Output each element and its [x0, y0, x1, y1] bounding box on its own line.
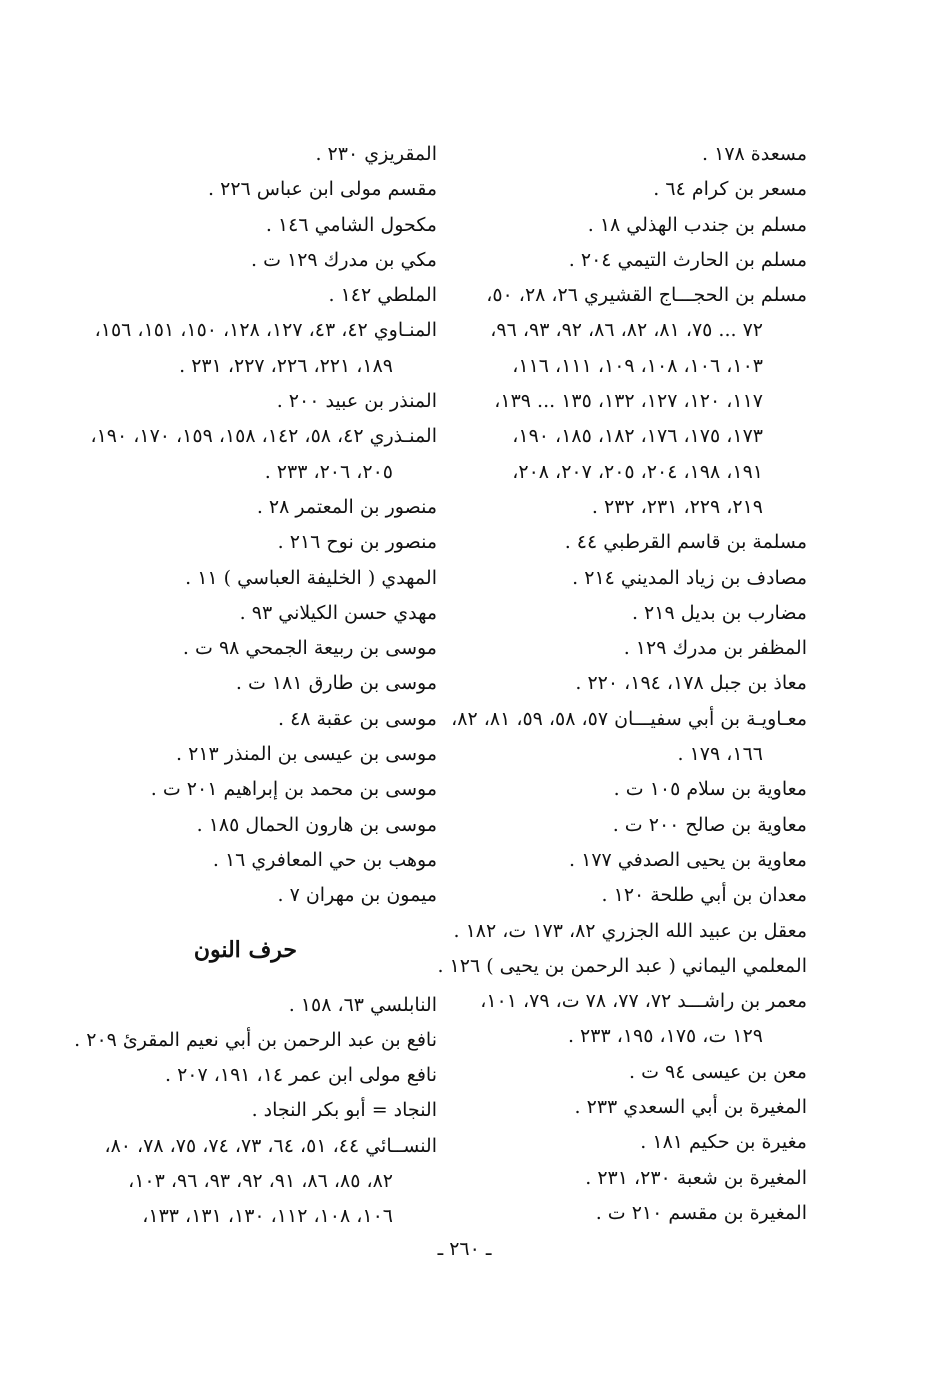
index-entry: الملطي ١٤٢ .: [328, 284, 437, 307]
index-entry: موسى بن عقبة ٤٨ .: [277, 707, 437, 730]
index-entry: المنـذري ٤٢، ٥٨، ١٤٢، ١٥٨، ١٥٩، ١٧٠، ١٩٠،: [90, 425, 437, 448]
index-entry: النســائي ٤٤، ٥١، ٦٤، ٧٣، ٧٤، ٧٥، ٧٨، ٨٠،: [104, 1134, 437, 1157]
page-number: ـ ٢٦٠ ـ: [437, 1238, 492, 1260]
index-entry: مكي بن مدرك ١٢٩ ت .: [250, 248, 437, 271]
index-entry: المغيرة بن أبي السعدي ٢٣٣ .: [574, 1096, 807, 1119]
index-entry: النجاد = أبو بكر النجاد .: [251, 1099, 437, 1122]
index-entry: منصور بن نوح ٢١٦ .: [277, 531, 437, 554]
index-entry: المهدي ( الخليفة العباسي ) ١١ .: [185, 566, 437, 589]
index-entry: المغيرة بن شعبة ٢٣٠، ٢٣١ .: [585, 1166, 807, 1189]
index-entry-continuation: ٧٢ ... ٧٥، ٨١، ٨٢، ٨٦، ٩٢، ٩٣، ٩٦،: [490, 319, 763, 342]
index-entry: معدان بن أبي طلحة ١٢٠ .: [601, 884, 807, 907]
index-entry-continuation: ٢١٩، ٢٢٩، ٢٣١، ٢٣٢ .: [591, 495, 763, 518]
index-group-mim: [90, 137, 437, 914]
index-entry-continuation: ١٢٩ ت، ١٧٥، ١٩٥، ٢٣٣ .: [567, 1025, 763, 1048]
index-entry: معقل بن عبيد الله الجزري ٨٢، ١٧٣ ت، ١٨٢ .: [453, 919, 807, 942]
index-entry: المقريزي ٢٣٠ .: [315, 143, 437, 165]
index-entry: معاوية بن صالح ٢٠٠ ت .: [612, 813, 807, 836]
index-entry: موسى بن هارون الحمال ١٨٥ .: [196, 813, 437, 836]
index-entry: المعلمي اليماني ( عبد الرحمن بن يحيى ) ١٢٦ .: [437, 954, 807, 977]
index-entry: مكحول الشامي ١٤٦ .: [265, 213, 437, 236]
index-entry: موسى بن عيسى بن المنذر ٢١٣ .: [176, 743, 437, 766]
index-entry: النابلسي ٦٣، ١٥٨ .: [288, 993, 437, 1016]
index-entry-continuation: ١٠٦، ١٠٨، ١١٢، ١٣٠، ١٣١، ١٣٣،: [142, 1205, 393, 1228]
index-entry: موسى بن طارق ١٨١ ت .: [235, 672, 437, 695]
index-entry: معاوية بن يحيى الصدفي ١٧٧ .: [569, 848, 807, 871]
index-entry-continuation: ١٩١، ١٩٨، ٢٠٤، ٢٠٥، ٢٠٧، ٢٠٨،: [512, 460, 763, 483]
index-entry: مصادف بن زياد المديني ٢١٤ .: [572, 566, 807, 589]
index-entry-continuation: ١٦٦، ١٧٩ .: [677, 743, 763, 766]
index-entry: معاذ بن جبل ١٧٨، ١٩٤، ٢٢٠ .: [575, 672, 807, 695]
index-entry: مضارب بن بديل ٢١٩ .: [631, 601, 807, 624]
index-entry: معـاويـة بن أبي سفيـــان ٥٧، ٥٨، ٥٩، ٨١، ٨٢،: [451, 707, 807, 730]
index-entry: مسعدة ١٧٨ .: [702, 143, 807, 165]
index-entry: مسلم بن جندب الهذلي ١٨ .: [587, 213, 807, 236]
index-column-left: [74, 137, 437, 1235]
index-entry: مغيرة بن حكيم ١٨١ .: [640, 1131, 807, 1154]
index-entry: معاوية بن سلام ١٠٥ ت .: [613, 778, 807, 801]
index-entry: معن بن عيسى ٩٤ ت .: [629, 1060, 807, 1083]
index-entry: المنذر بن عبيد ٢٠٠ .: [276, 390, 437, 413]
index-entry: معمر بن راشـــد ٧٢، ٧٧، ٧٨ ت، ٧٩، ١٠١،: [480, 990, 807, 1013]
index-entry: مسلم بن الحارث التيمي ٢٠٤ .: [568, 248, 807, 271]
index-entry: منصور بن المعتمر ٢٨ .: [256, 495, 437, 518]
index-entry-continuation: ٢٠٥، ٢٠٦، ٢٣٣ .: [264, 460, 393, 483]
index-entry: نافع مولى ابن عمر ١٤، ١٩١، ٢٠٧ .: [165, 1064, 437, 1087]
index-entry-continuation: ١٠٣، ١٠٦، ١٠٨، ١٠٩، ١١١، ١١٦،: [512, 354, 763, 377]
index-entry: نافع بن عبد الرحمن بن أبي نعيم المقرئ ٢٠٩ .: [74, 1028, 437, 1051]
index-entry: مسلمة بن قاسم القرطبي ٤٤ .: [564, 531, 807, 554]
index-entry: ميمون بن مهران ٧ .: [277, 884, 437, 907]
index-entry: مهدي حسن الكيلاني ٩٣ .: [239, 601, 437, 624]
index-entry: مسعر بن كرام ٦٤ .: [653, 178, 807, 201]
index-entry-continuation: ١٧٣، ١٧٥، ١٧٦، ١٨٢، ١٨٥، ١٩٠،: [512, 425, 763, 448]
index-entry: مسلم بن الحجـــاج القشيري ٢٦، ٢٨، ٥٠،: [486, 284, 807, 307]
index-group-nun: [74, 988, 437, 1235]
index-entry: موسى بن ربيعة الجمحي ٩٨ ت .: [182, 637, 437, 660]
index-entry: المنـاوي ٤٢، ٤٣، ١٢٧، ١٢٨، ١٥٠، ١٥١، ١٥٦،: [94, 319, 437, 342]
index-entry: موسى بن محمد بن إبراهيم ٢٠١ ت .: [150, 778, 437, 801]
index-entry-continuation: ١١٧، ١٢٠، ١٢٧، ١٣٢، ١٣٥ ... ١٣٩،: [494, 390, 763, 413]
index-entry-continuation: ١٨٩، ٢٢١، ٢٢٦، ٢٢٧، ٢٣١ .: [179, 354, 393, 377]
index-entry: مقسم مولى ابن عباس ٢٢٦ .: [208, 178, 437, 201]
index-entry: المغيرة بن مقسم ٢١٠ ت .: [595, 1201, 807, 1224]
index-entry: موهب بن حي المعافري ١٦ .: [212, 848, 437, 871]
index-entry-continuation: ٨٢، ٨٥، ٨٦، ٩١، ٩٢، ٩٣، ٩٦، ١٠٣،: [128, 1170, 393, 1193]
index-entry: المظفر بن مدرك ١٢٩ .: [623, 637, 807, 660]
section-heading: حرف النون: [193, 936, 297, 963]
index-column-right: [437, 137, 807, 1231]
